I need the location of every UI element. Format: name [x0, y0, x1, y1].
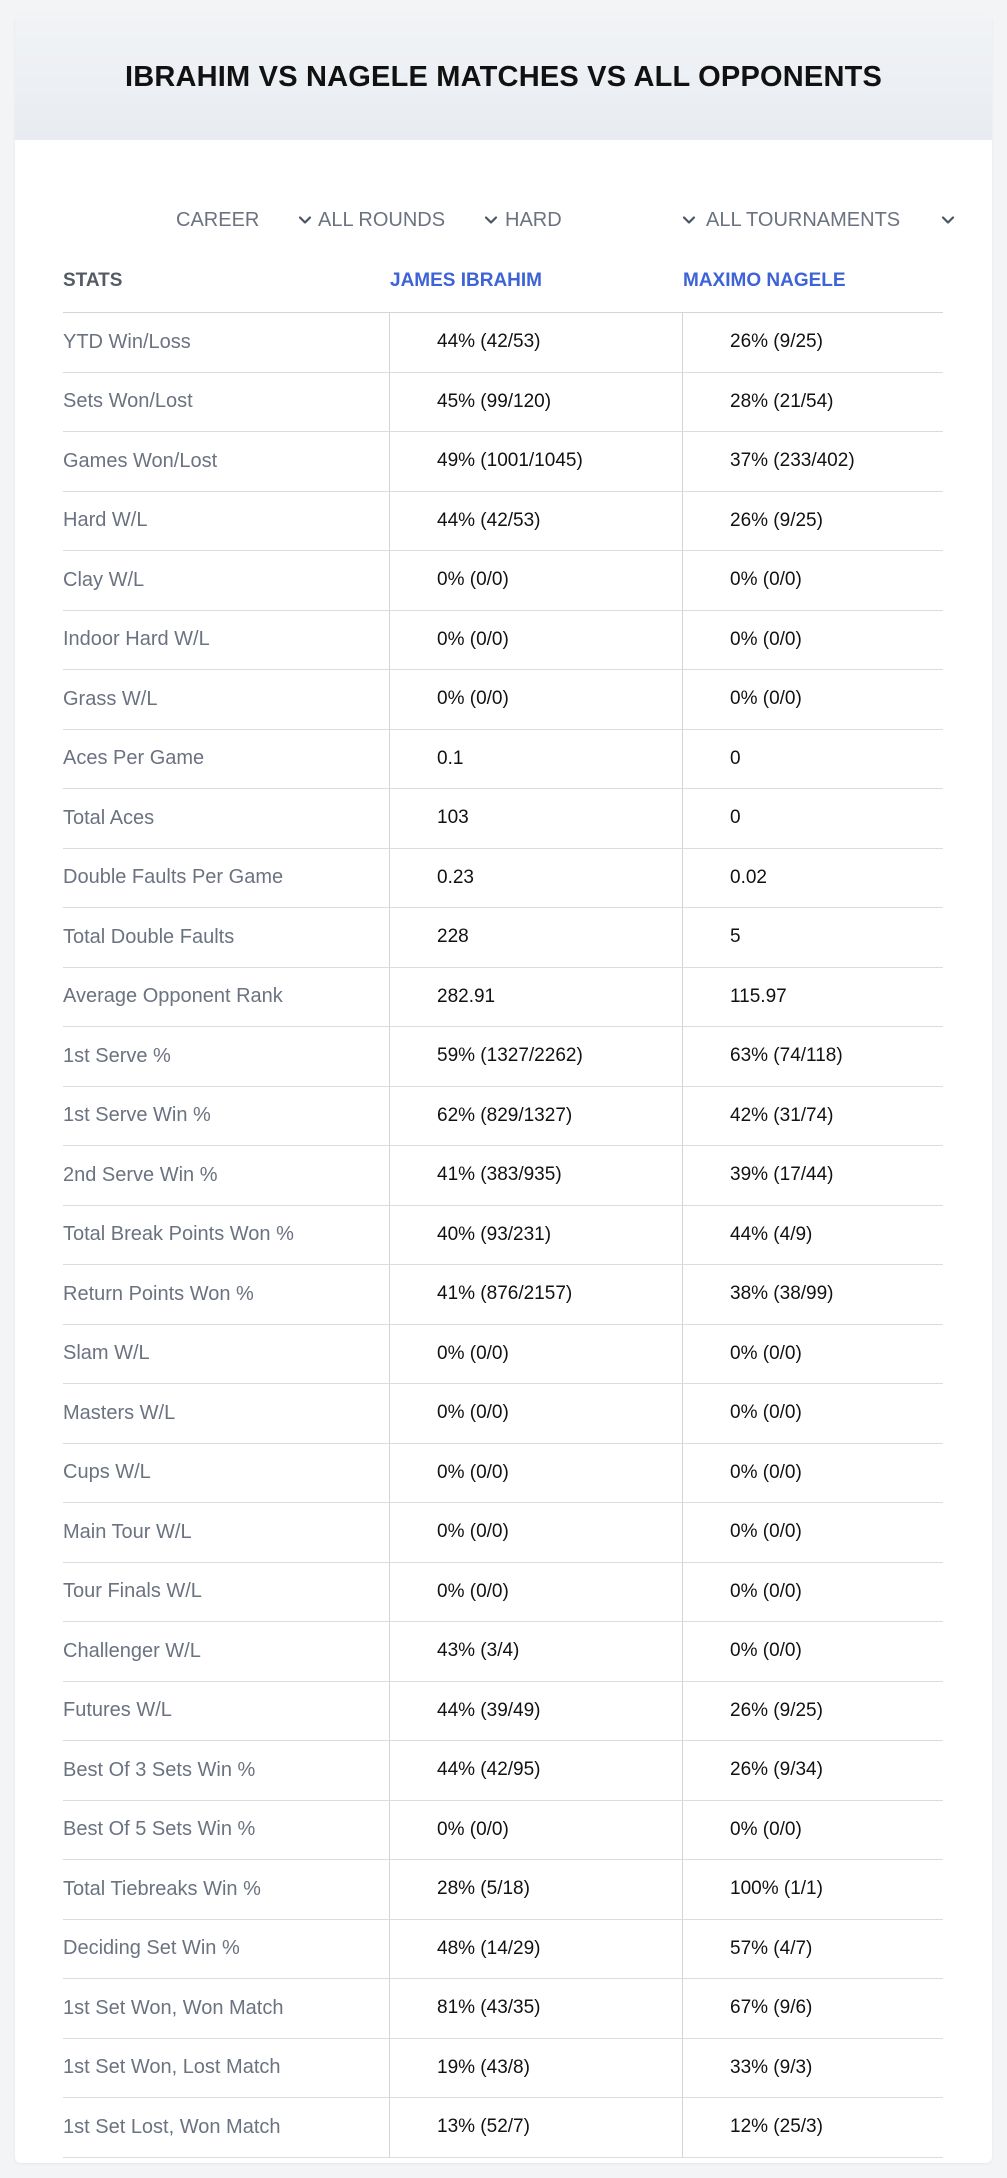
player2-value: 44% (4/9)	[730, 1223, 813, 1245]
player2-value: 0% (0/0)	[730, 1580, 802, 1602]
player1-value: 0% (0/0)	[390, 551, 683, 610]
table-row	[63, 1206, 943, 1266]
table-row	[63, 1801, 943, 1861]
player2-value: 57% (4/7)	[730, 1937, 813, 1959]
player2-column-header[interactable]: MAXIMO NAGELE	[683, 270, 846, 291]
period-select[interactable]	[176, 202, 314, 238]
table-row	[63, 1027, 943, 1087]
player1-value: 0% (0/0)	[390, 1801, 683, 1860]
stat-label: Aces Per Game	[63, 730, 390, 789]
player1-value: 103	[390, 789, 683, 848]
player1-value: 13% (52/7)	[390, 2098, 683, 2157]
stat-label: 2nd Serve Win %	[63, 1146, 390, 1205]
player1-value: 19% (43/8)	[390, 2039, 683, 2098]
table-row	[63, 492, 943, 552]
stat-label: Tour Finals W/L	[63, 1563, 390, 1622]
stat-label: Average Opponent Rank	[63, 968, 390, 1027]
player1-value: 228	[390, 908, 683, 967]
player1-value: 282.91	[390, 968, 683, 1027]
player2-value: 26% (9/25)	[730, 509, 823, 531]
player2-value: 0% (0/0)	[730, 1521, 802, 1543]
player2-value: 0	[730, 807, 741, 829]
table-row	[63, 1503, 943, 1563]
stat-label: Challenger W/L	[63, 1622, 390, 1681]
table-row	[63, 730, 943, 790]
surface-select[interactable]	[505, 202, 698, 238]
stats-column-header: STATS	[63, 270, 123, 291]
stat-label: Total Aces	[63, 789, 390, 848]
table-row	[63, 1146, 943, 1206]
stat-label: YTD Win/Loss	[63, 313, 390, 372]
stats-table	[63, 250, 943, 2158]
player2-value: 0% (0/0)	[730, 688, 802, 710]
stat-label: Best Of 3 Sets Win %	[63, 1741, 390, 1800]
table-row	[63, 313, 943, 373]
player1-value: 0.1	[390, 730, 683, 789]
table-row	[63, 551, 943, 611]
player1-value: 0% (0/0)	[390, 611, 683, 670]
chevron-down-icon	[939, 211, 957, 229]
stat-label: Main Tour W/L	[63, 1503, 390, 1562]
player1-value: 0% (0/0)	[390, 1325, 683, 1384]
table-row	[63, 1444, 943, 1504]
player1-value: 62% (829/1327)	[390, 1087, 683, 1146]
table-row	[63, 432, 943, 492]
player1-value: 0.23	[390, 849, 683, 908]
player2-value: 0.02	[730, 866, 767, 888]
player2-value: 0% (0/0)	[730, 628, 802, 650]
stat-label: 1st Set Lost, Won Match	[63, 2098, 390, 2157]
player2-value: 100% (1/1)	[730, 1878, 823, 1900]
filter-bar	[15, 190, 992, 250]
player2-value: 0	[730, 747, 741, 769]
tournaments-select[interactable]	[706, 202, 957, 238]
player1-value: 0% (0/0)	[390, 1563, 683, 1622]
player1-value: 44% (39/49)	[390, 1682, 683, 1741]
player1-value: 48% (14/29)	[390, 1920, 683, 1979]
player1-value: 45% (99/120)	[390, 373, 683, 432]
table-row	[63, 1384, 943, 1444]
table-row	[63, 2098, 943, 2158]
stat-label: 1st Serve Win %	[63, 1087, 390, 1146]
player1-value: 44% (42/53)	[390, 492, 683, 551]
player1-value: 59% (1327/2262)	[390, 1027, 683, 1086]
player2-value: 26% (9/34)	[730, 1759, 823, 1781]
player2-value: 0% (0/0)	[730, 1342, 802, 1364]
player2-value: 12% (25/3)	[730, 2116, 823, 2138]
player2-value: 0% (0/0)	[730, 1461, 802, 1483]
table-row	[63, 1087, 943, 1147]
stat-label: Masters W/L	[63, 1384, 390, 1443]
player1-value: 28% (5/18)	[390, 1860, 683, 1919]
player2-value: 42% (31/74)	[730, 1104, 834, 1126]
stats-card	[15, 15, 992, 2163]
table-row	[63, 373, 943, 433]
table-row	[63, 2039, 943, 2099]
table-row	[63, 1979, 943, 2039]
player1-value: 0% (0/0)	[390, 1444, 683, 1503]
table-row	[63, 908, 943, 968]
player2-value: 67% (9/6)	[730, 1997, 813, 2019]
player2-value: 33% (9/3)	[730, 2056, 813, 2078]
player2-value: 0% (0/0)	[730, 569, 802, 591]
stat-label: Slam W/L	[63, 1325, 390, 1384]
table-row	[63, 611, 943, 671]
stat-label: Total Break Points Won %	[63, 1206, 390, 1265]
player1-value: 40% (93/231)	[390, 1206, 683, 1265]
table-row	[63, 1622, 943, 1682]
tournaments-select-value: ALL TOURNAMENTS	[706, 208, 901, 231]
player2-value: 37% (233/402)	[730, 450, 855, 472]
player2-value: 26% (9/25)	[730, 331, 823, 353]
rounds-select[interactable]	[318, 202, 500, 238]
chevron-down-icon	[482, 211, 500, 229]
stat-label: Double Faults Per Game	[63, 849, 390, 908]
table-row	[63, 1860, 943, 1920]
table-row	[63, 968, 943, 1028]
player2-value: 0% (0/0)	[730, 1640, 802, 1662]
player2-value: 5	[730, 926, 741, 948]
player2-value: 0% (0/0)	[730, 1818, 802, 1840]
player1-value: 43% (3/4)	[390, 1622, 683, 1681]
stat-label: 1st Set Won, Won Match	[63, 1979, 390, 2038]
table-row	[63, 1920, 943, 1980]
player1-value: 81% (43/35)	[390, 1979, 683, 2038]
player1-value: 41% (383/935)	[390, 1146, 683, 1205]
stat-label: Cups W/L	[63, 1444, 390, 1503]
table-row	[63, 789, 943, 849]
stat-label: Sets Won/Lost	[63, 373, 390, 432]
period-select-value: CAREER	[176, 208, 260, 231]
stat-label: Clay W/L	[63, 551, 390, 610]
table-row	[63, 670, 943, 730]
table-body	[63, 313, 943, 2158]
stat-label: Games Won/Lost	[63, 432, 390, 491]
table-row	[63, 1741, 943, 1801]
card-header	[15, 15, 992, 140]
table-row	[63, 1325, 943, 1385]
rounds-select-value: ALL ROUNDS	[318, 208, 446, 231]
player1-value: 0% (0/0)	[390, 1503, 683, 1562]
table-header	[63, 250, 943, 313]
stat-label: Total Tiebreaks Win %	[63, 1860, 390, 1919]
player2-value: 115.97	[730, 985, 787, 1007]
stat-label: Best Of 5 Sets Win %	[63, 1801, 390, 1860]
stat-label: Total Double Faults	[63, 908, 390, 967]
player1-value: 49% (1001/1045)	[390, 432, 683, 491]
stat-label: Indoor Hard W/L	[63, 611, 390, 670]
player1-value: 0% (0/0)	[390, 670, 683, 729]
player1-value: 44% (42/95)	[390, 1741, 683, 1800]
player2-value: 39% (17/44)	[730, 1164, 834, 1186]
stat-label: Return Points Won %	[63, 1265, 390, 1324]
page-title: IBRAHIM VS NAGELE MATCHES VS ALL OPPONENTS	[124, 61, 883, 93]
player2-value: 0% (0/0)	[730, 1402, 802, 1424]
player1-value: 41% (876/2157)	[390, 1265, 683, 1324]
player1-column-header[interactable]: JAMES IBRAHIM	[390, 270, 543, 291]
player2-value: 26% (9/25)	[730, 1699, 823, 1721]
player2-value: 63% (74/118)	[730, 1045, 843, 1067]
player1-value: 44% (42/53)	[390, 313, 683, 372]
table-row	[63, 849, 943, 909]
player2-value: 28% (21/54)	[730, 390, 834, 412]
player1-value: 0% (0/0)	[390, 1384, 683, 1443]
table-row	[63, 1265, 943, 1325]
stat-label: Grass W/L	[63, 670, 390, 729]
chevron-down-icon	[680, 211, 698, 229]
chevron-down-icon	[296, 211, 314, 229]
stat-label: Futures W/L	[63, 1682, 390, 1741]
stat-label: 1st Set Won, Lost Match	[63, 2039, 390, 2098]
table-row	[63, 1563, 943, 1623]
table-row	[63, 1682, 943, 1742]
surface-select-value: HARD	[505, 208, 562, 231]
stat-label: Hard W/L	[63, 492, 390, 551]
stat-label: 1st Serve %	[63, 1027, 390, 1086]
stat-label: Deciding Set Win %	[63, 1920, 390, 1979]
player2-value: 38% (38/99)	[730, 1283, 834, 1305]
